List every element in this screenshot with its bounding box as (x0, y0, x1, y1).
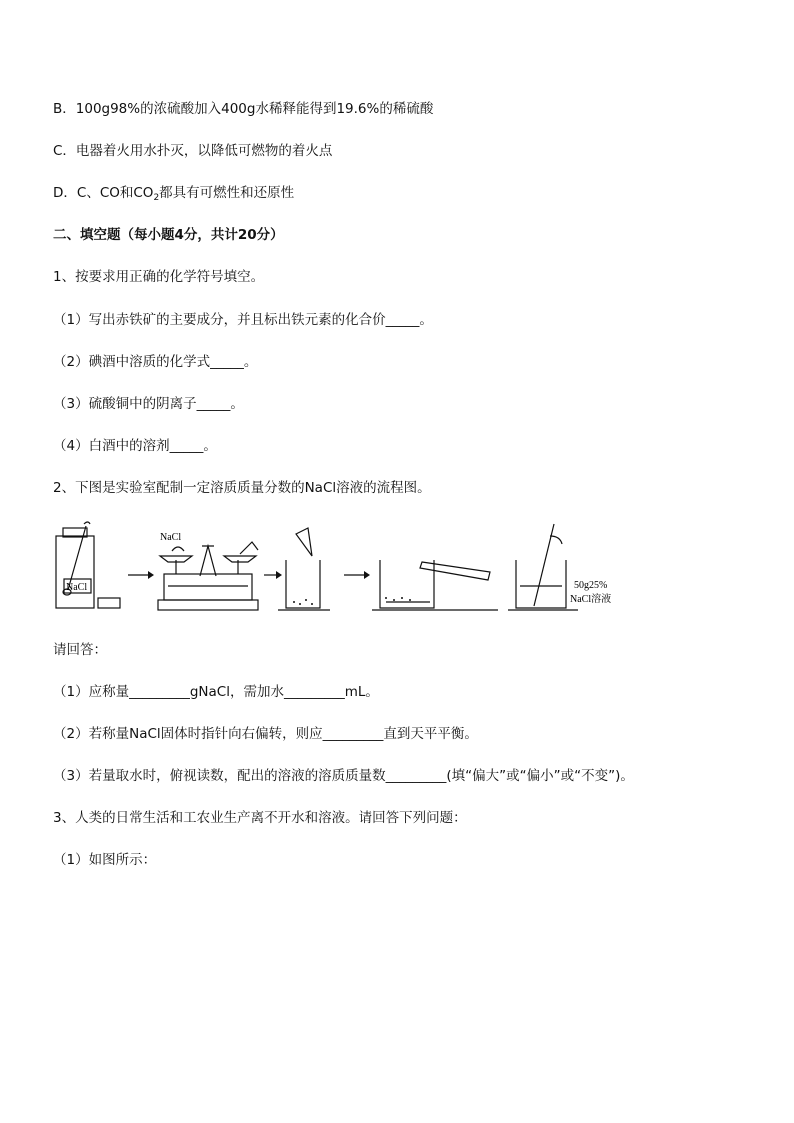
option-c: C．电器着火用水扑灭，以降低可燃物的着火点 (53, 143, 333, 159)
q2-sub3-text-b: (填“偏大”或“偏小”或“不变”)。 (446, 768, 634, 784)
q3-sub-1: （1）如图所示： (53, 852, 157, 868)
option-d-suffix: 都具有可燃性和还原性 (159, 185, 295, 201)
answer-blank[interactable]: _________ (283, 684, 345, 700)
reagent-bottle (56, 522, 94, 608)
q2-sub-2 (53, 725, 478, 743)
solution-label-1: 50g25% (574, 580, 608, 591)
arrow-1-head (148, 571, 154, 579)
beaker-with-glass-rod (508, 524, 578, 610)
q2-sub1-text-c: mL。 (344, 684, 379, 700)
q2-stem: 2、下图是实验室配制一定溶质质量分数的NaCl溶液的流程图。 (53, 480, 431, 496)
q2-prompt: 请回答： (53, 642, 107, 658)
solid-grains (293, 597, 411, 605)
answer-blank[interactable]: _________ (129, 684, 190, 700)
q3-stem: 3、人类的日常生活和工农业生产离不开水和溶液。请回答下列问题： (53, 810, 467, 826)
option-d (53, 184, 294, 202)
q2-sub-1 (53, 683, 379, 701)
balance-scale (158, 542, 258, 610)
answer-blank[interactable]: _________ (322, 726, 384, 742)
option-b: B．100g98%的浓硫酸加入400g水稀释能得到19.6%的稀硫酸 (53, 101, 434, 117)
bottle-stopper (98, 598, 120, 608)
q2-sub2-text-b: 直到天平平衡。 (383, 726, 478, 742)
q2-sub1-text-b: gNaCl，需加水 (189, 684, 284, 700)
balance-label: NaCl (160, 532, 182, 543)
beaker-with-cylinder (372, 560, 498, 610)
q1-stem: 1、按要求用正确的化学符号填空。 (53, 269, 265, 285)
q2-sub-3 (53, 767, 634, 785)
bottle-label: NaCl (66, 582, 88, 593)
q1-item-2: （2）碘酒中溶质的化学式_____。 (53, 354, 258, 370)
arrow-2-head (276, 571, 282, 579)
q2-sub1-text-a: （1）应称量 (53, 684, 130, 700)
solution-label-2: NaCl溶液 (570, 594, 612, 605)
answer-blank[interactable]: _________ (385, 768, 447, 784)
beaker-with-paper (278, 528, 330, 610)
arrow-3-head (364, 571, 370, 579)
q1-item-4: （4）白酒中的溶剂_____。 (53, 438, 217, 454)
co2-subscript: 2 (153, 193, 160, 203)
q1-item-3: （3）硫酸铜中的阴离子_____。 (53, 396, 244, 412)
nacl-solution-flowchart (50, 516, 630, 620)
q2-sub3-text-a: （3）若量取水时，俯视读数，配出的溶液的溶质质量数 (53, 768, 386, 784)
q1-item-1: （1）写出赤铁矿的主要成分，并且标出铁元素的化合价_____。 (53, 312, 433, 328)
q2-sub2-text-a: （2）若称量NaCl固体时指针向右偏转，则应 (53, 726, 323, 742)
option-d-prefix: D．C、CO和CO (53, 185, 154, 201)
section-heading: 二、填空题（每小题4分，共计20分） (53, 227, 284, 243)
